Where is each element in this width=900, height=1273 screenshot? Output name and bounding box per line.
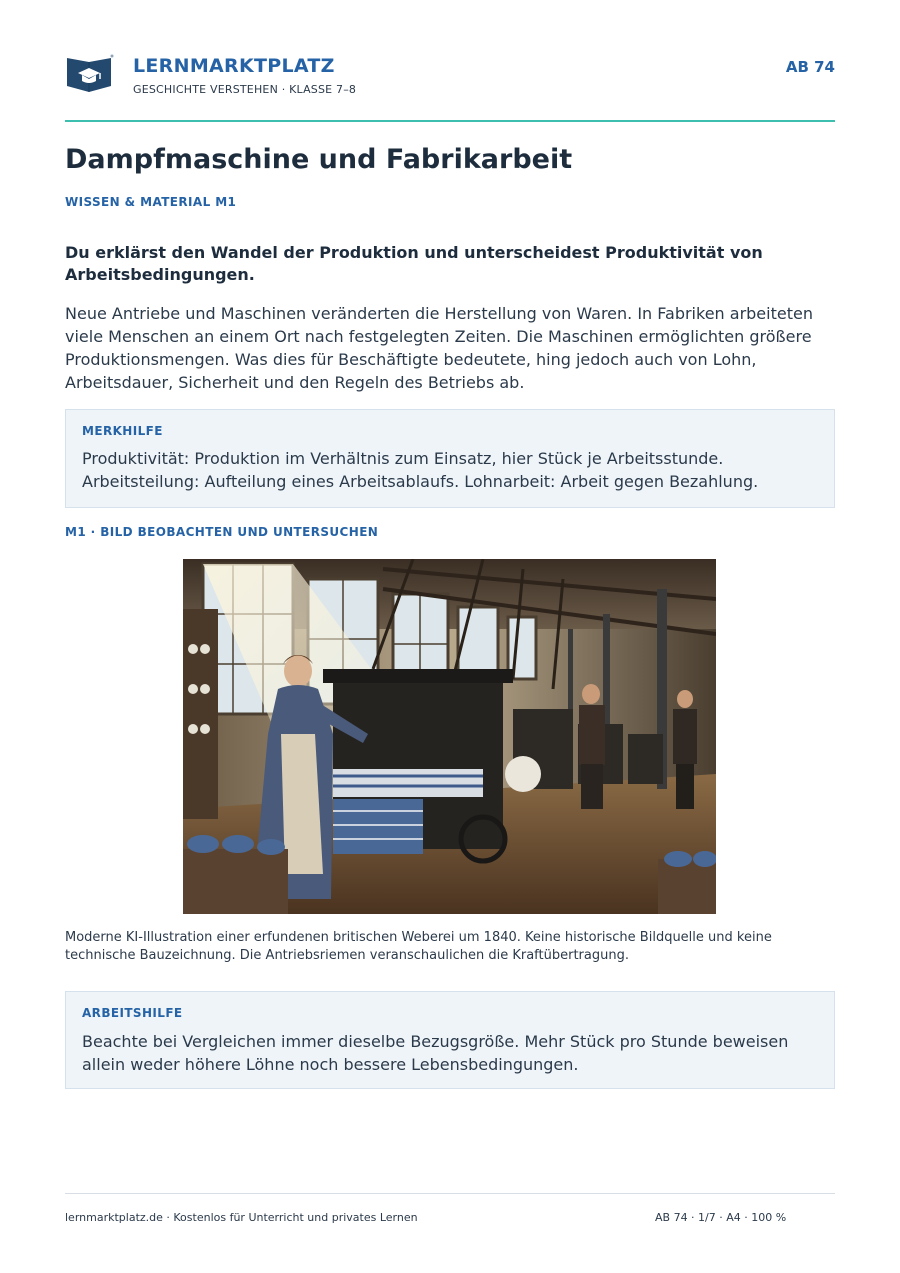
figure-caption: Moderne KI-Illustration einer erfundenen britischen Weberei um 1840. Keine historische Bildquelle und keine technische Bauzeichnung. Die Antriebsriemen veranschaulichen die Kraftübertragung. <box>65 930 772 963</box>
footer-divider <box>65 1193 835 1194</box>
sheet-id: AB 74 <box>785 58 835 76</box>
footer-page-info: AB 74 · 1/7 · A4 · 100 % <box>655 1211 787 1224</box>
page-title: Dampfmaschine und Fabrikarbeit <box>65 144 573 175</box>
merkhilfe-text: Produktivität: Produktion im Verhältnis zum Einsatz, hier Stück je Arbeitsstunde. Arbeitsteilung: Aufteilung eines Arbeitsablaufs. Lohnarbeit: Arbeit gegen Bezahlung. <box>82 449 759 491</box>
header-divider <box>65 120 835 122</box>
brand-name: LERNMARKTPLATZ <box>133 55 335 77</box>
merkhilfe-label: MERKHILFE <box>82 424 163 438</box>
brand-subtitle: GESCHICHTE VERSTEHEN · KLASSE 7–8 <box>133 83 357 96</box>
material-heading: M1 · BILD BEOBACHTEN UND UNTERSUCHEN <box>65 525 379 539</box>
learning-goal: Du erklärst den Wandel der Produktion und unterscheidest Produktivität von Arbeitsbedingungen. <box>65 243 763 284</box>
weaving-mill-illustration <box>183 559 716 914</box>
footer-site-info: lernmarktplatz.de · Kostenlos für Unterricht und privates Lernen <box>65 1211 418 1224</box>
merkhilfe-box <box>65 409 835 508</box>
page-header <box>65 50 835 110</box>
intro-paragraph: Neue Antriebe und Maschinen veränderten die Herstellung von Waren. In Fabriken arbeiteten viele Menschen an einem Ort nach festgelegten Zeiten. Die Maschinen ermöglichten größere Produktionsmengen. Was dies für Beschäftigte bedeutete, hing jedoch auch von Lohn, Arbeitsdauer, Sicherheit und den Regeln des Betriebs ab. <box>65 304 813 392</box>
book-graduation-cap-icon <box>65 52 115 94</box>
arbeitshilfe-label: ARBEITSHILFE <box>82 1006 183 1020</box>
arbeitshilfe-text: Beachte bei Vergleichen immer dieselbe Bezugsgröße. Mehr Stück pro Stunde beweisen allein weder höhere Löhne noch bessere Lebensbedingungen. <box>82 1032 789 1074</box>
arbeitshilfe-box <box>65 991 835 1089</box>
section-kicker: WISSEN & MATERIAL M1 <box>65 195 237 209</box>
